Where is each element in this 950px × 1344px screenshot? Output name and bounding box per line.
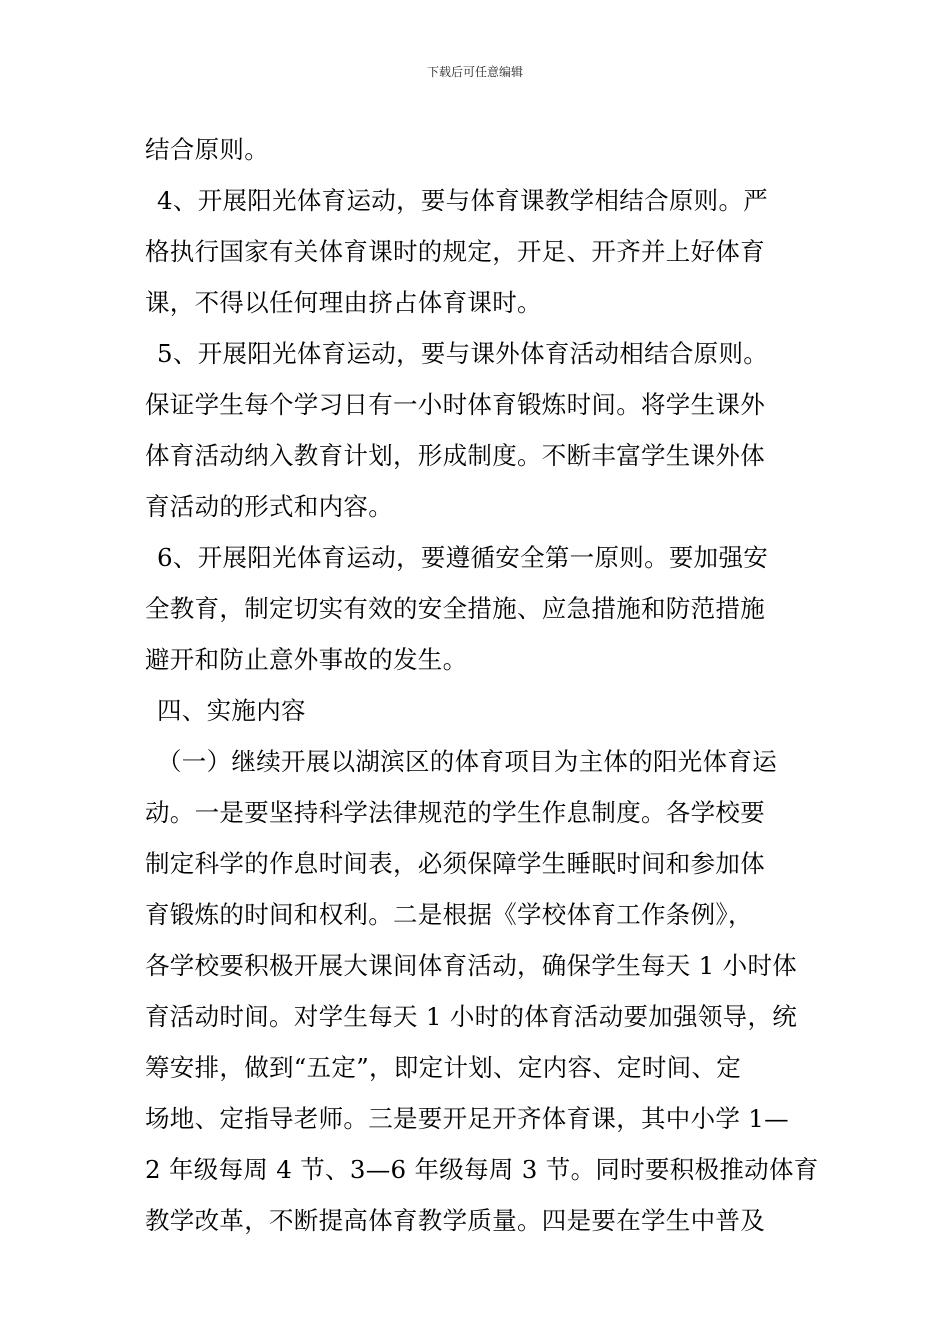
text-line: 育活动时间。对学生每天 1 小时的体育活动要加强领导，统 <box>145 1002 798 1031</box>
text-line: 育锻炼的时间和权利。二是根据《学校体育工作条例》， <box>145 900 753 929</box>
text-line: 全教育，制定切实有效的安全措施、应急措施和防范措施 <box>145 594 765 623</box>
text-line: 保证学生每个学习日有一小时体育锻炼时间。将学生课外 <box>145 390 765 419</box>
text-line: 四、实施内容 <box>157 696 306 725</box>
text-line: 各学校要积极开展大课间体育活动，确保学生每天 1 小时体 <box>145 951 798 980</box>
text-line: 6、开展阳光体育运动，要遵循安全第一原则。要加强安 <box>157 543 769 572</box>
text-line: 结合原则。 <box>145 135 269 164</box>
text-line: 格执行国家有关体育课时的规定，开足、开齐并上好体育 <box>145 237 765 266</box>
text-line: （一）继续开展以湖滨区的体育项目为主体的阳光体育运 <box>157 747 777 776</box>
text-line: 5、开展阳光体育运动，要与课外体育活动相结合原则。 <box>157 339 769 368</box>
text-line: 课，不得以任何理由挤占体育课时。 <box>145 288 542 317</box>
text-line: 教学改革，不断提高体育教学质量。四是要在学生中普及 <box>145 1206 765 1235</box>
text-line: 场地、定指导老师。三是要开足开齐体育课，其中小学 1— <box>145 1104 789 1133</box>
text-line: 避开和防止意外事故的发生。 <box>145 645 468 674</box>
text-line: 育活动的形式和内容。 <box>145 492 393 521</box>
document-body <box>145 124 819 1246</box>
text-line: 4、开展阳光体育运动，要与体育课教学相结合原则。严 <box>157 186 769 215</box>
text-line: 筹安排，做到“五定”，即定计划、定内容、定时间、定 <box>145 1053 742 1082</box>
text-line: 2 年级每周 4 节、3—6 年级每周 3 节。同时要积极推动体育 <box>145 1155 819 1184</box>
text-line: 动。一是要坚持科学法律规范的学生作息制度。各学校要 <box>145 798 765 827</box>
text-line: 体育活动纳入教育计划，形成制度。不断丰富学生课外体 <box>145 441 765 470</box>
page-header: 下载后可任意编辑 <box>426 65 523 79</box>
text-line: 制定科学的作息时间表，必须保障学生睡眠时间和参加体 <box>145 849 765 878</box>
